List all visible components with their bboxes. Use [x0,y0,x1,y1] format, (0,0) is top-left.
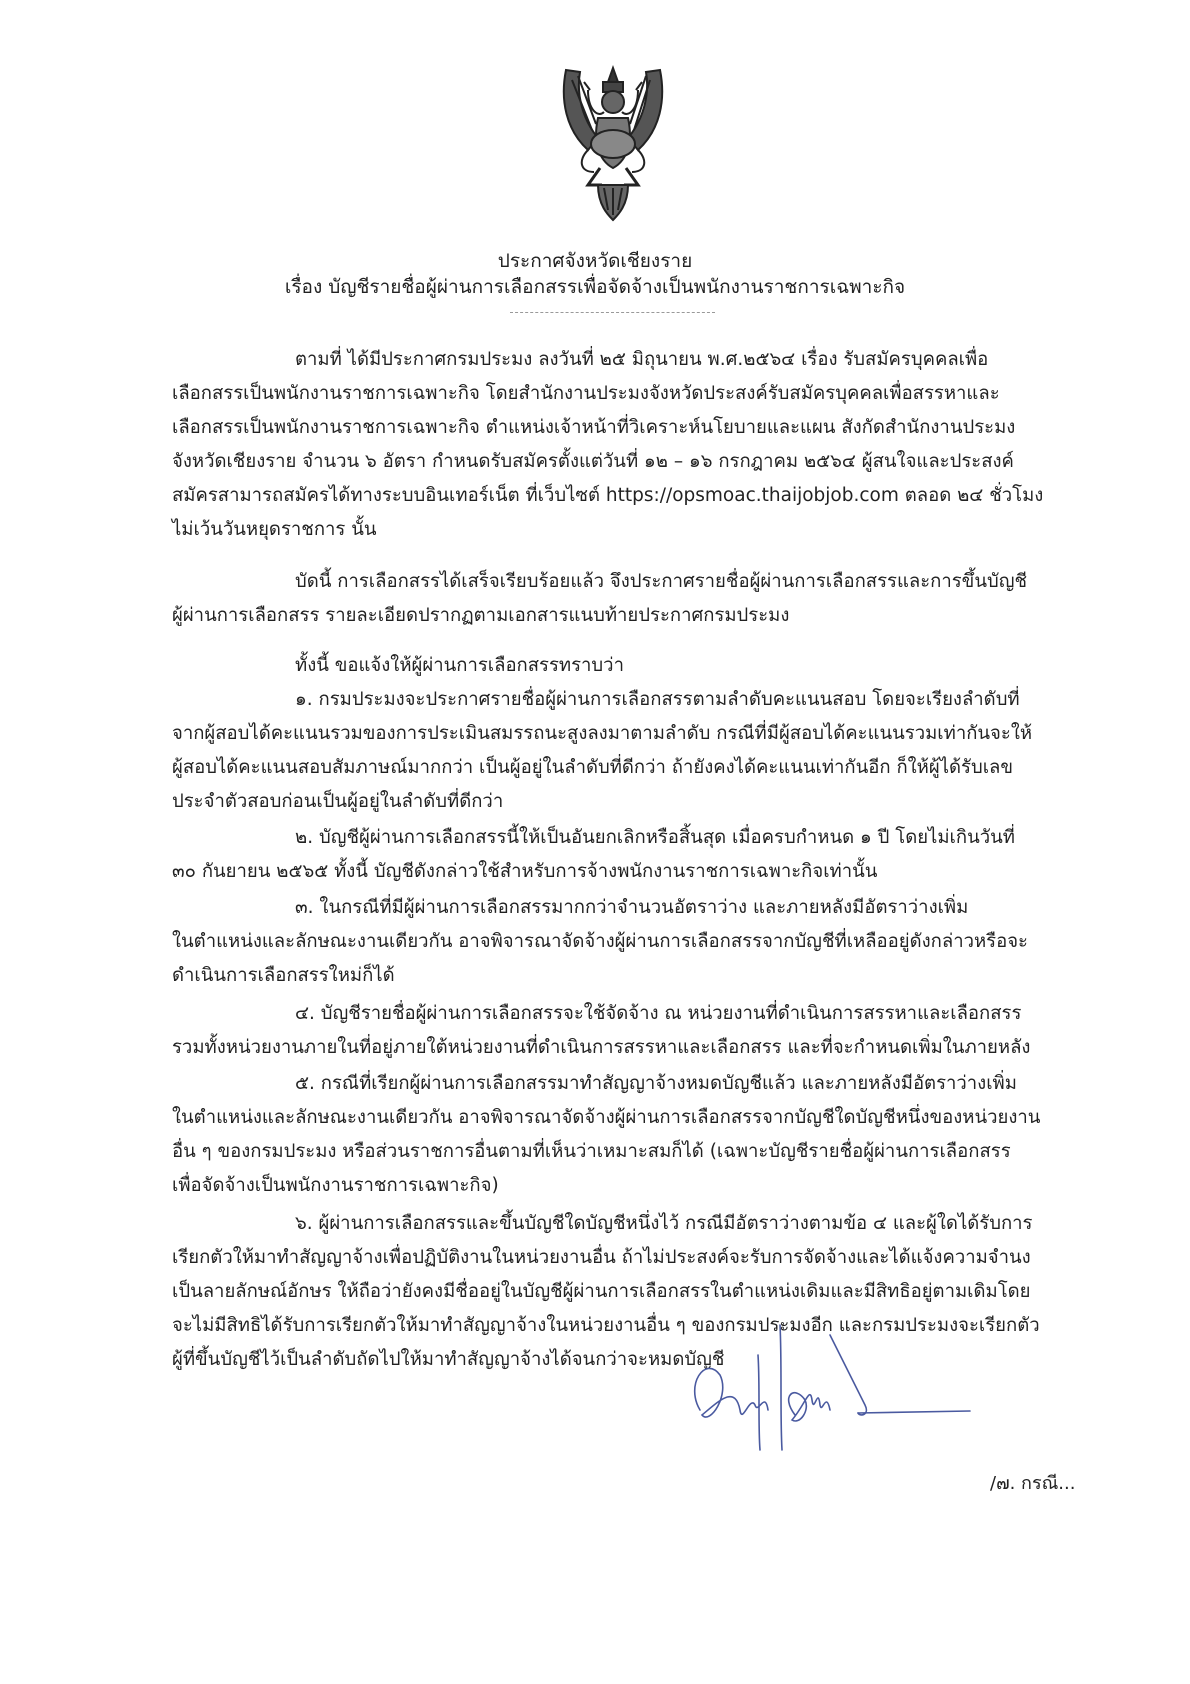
garuda-emblem-icon [558,60,668,225]
paragraph-line: เรียกตัวให้มาทำสัญญาจ้างเพื่อปฏิบัติงานในหน่วยงานอื่น ถ้าไม่ประสงค์จะรับการจัดจ้างและได้แจ้งความจำนง [172,1247,1031,1268]
paragraph-line: บัดนี้ การเลือกสรรได้เสร็จเรียบร้อยแล้ว จึงประกาศรายชื่อผู้ผ่านการเลือกสรรและการขึ้นบัญชี [295,571,1028,592]
paragraph-line: จากผู้สอบได้คะแนนรวมของการประเมินสมรรถนะสูงลงมาตามลำดับ กรณีที่มีผู้สอบได้คะแนนรวมเท่ากันจะให้ [172,723,1033,744]
paragraph-line: ผู้ผ่านการเลือกสรร รายละเอียดปรากฏตามเอกสารแนบท้ายประกาศกรมประมง [172,605,790,626]
signature-icon [680,1315,990,1455]
paragraph-line: สมัครสามารถสมัครได้ทางระบบอินเทอร์เน็ต ที่เว็บไซต์ https://opsmoac.thaijobjob.com ตลอด ๒๔ ชั่วโมง [172,485,1044,506]
paragraph-line: ประจำตัวสอบก่อนเป็นผู้อยู่ในลำดับที่ดีกว่า [172,791,504,812]
paragraph-line: ทั้งนี้ ขอแจ้งให้ผู้ผ่านการเลือกสรรทราบว่า [295,655,624,676]
title-divider [510,312,715,313]
paragraph-line: รวมทั้งหน่วยงานภายในที่อยู่ภายใต้หน่วยงานที่ดำเนินการสรรหาและเลือกสรร และที่จะกำหนดเพิ่มในภายหลัง [172,1037,1031,1058]
paragraph-line: ไม่เว้นวันหยุดราชการ นั้น [172,519,377,540]
paragraph-line: ดำเนินการเลือกสรรใหม่ก็ได้ [172,965,395,986]
list-item-4: ๔. บัญชีรายชื่อผู้ผ่านการเลือกสรรจะใช้จัดจ้าง ณ หน่วยงานที่ดำเนินการสรรหาและเลือกสรร [295,1003,1022,1024]
paragraph-line: ๓๐ กันยายน ๒๕๖๕ ทั้งนี้ บัญชีดังกล่าวใช้สำหรับการจ้างพนักงานราชการเฉพาะกิจเท่านั้น [172,861,878,882]
paragraph-line: จะไม่มีสิทธิได้รับการเรียกตัวให้มาทำสัญญาจ้างในหน่วยงานอื่น ๆ ของกรมประมงอีก และกรมประมงจะเรียกตัว [172,1315,1040,1336]
paragraph-line: อื่น ๆ ของกรมประมง หรือส่วนราชการอื่นตามที่เห็นว่าเหมาะสมก็ได้ (เฉพาะบัญชีรายชื่อผู้ผ่านการเลือกสรร [172,1141,1011,1162]
paragraph-line: ผู้ที่ขึ้นบัญชีไว้เป็นลำดับถัดไปให้มาทำสัญญาจ้างได้จนกว่าจะหมดบัญชี [172,1349,725,1370]
paragraph-line: เลือกสรรเป็นพนักงานราชการเฉพาะกิจ โดยสำนักงานประมงจังหวัดประสงค์รับสมัครบุคคลเพื่อสรรหาและ [172,383,1000,404]
list-item-5: ๕. กรณีที่เรียกผู้ผ่านการเลือกสรรมาทำสัญญาจ้างหมดบัญชีแล้ว และภายหลังมีอัตราว่างเพิ่ม [295,1073,1017,1094]
paragraph-line: จังหวัดเชียงราย จำนวน ๖ อัตรา กำหนดรับสมัครตั้งแต่วันที่ ๑๒ – ๑๖ กรกฎาคม ๒๕๖๔ ผู้สนใจและประสงค์ [172,451,1014,472]
list-item-3: ๓. ในกรณีที่มีผู้ผ่านการเลือกสรรมากกว่าจำนวนอัตราว่าง และภายหลังมีอัตราว่างเพิ่ม [295,897,969,918]
paragraph-line: ในตำแหน่งและลักษณะงานเดียวกัน อาจพิจารณาจัดจ้างผู้ผ่านการเลือกสรรจากบัญชีใดบัญชีหนึ่งของหน่วยงาน [172,1107,1041,1128]
continued-page-marker: /๗. กรณี... [990,1473,1076,1494]
paragraph-line: ผู้สอบได้คะแนนสอบสัมภาษณ์มากกว่า เป็นผู้อยู่ในลำดับที่ดีกว่า ถ้ายังคงได้คะแนนเท่ากันอีก ก็ให้ผู้ได้รับเลข [172,757,1014,778]
announcement-subject: เรื่อง บัญชีรายชื่อผู้ผ่านการเลือกสรรเพื่อจัดจ้างเป็นพนักงานราชการเฉพาะกิจ [284,276,906,298]
announcement-title: ประกาศจังหวัดเชียงราย [497,250,693,272]
paragraph-line: เลือกสรรเป็นพนักงานราชการเฉพาะกิจ ตำแหน่งเจ้าหน้าที่วิเคราะห์นโยบายและแผน สังกัดสำนักงานประมง [172,417,1016,438]
paragraph-line: ตามที่ ได้มีประกาศกรมประมง ลงวันที่ ๒๕ มิถุนายน พ.ศ.๒๕๖๔ เรื่อง รับสมัครบุคคลเพื่อ [295,349,989,370]
paragraph-line: เป็นลายลักษณ์อักษร ให้ถือว่ายังคงมีชื่ออยู่ในบัญชีผู้ผ่านการเลือกสรรในตำแหน่งเดิมและมีสิทธิอยู่ตามเดิมโดย [172,1281,1031,1302]
paragraph-line: เพื่อจัดจ้างเป็นพนักงานราชการเฉพาะกิจ) [172,1175,499,1196]
list-item-2: ๒. บัญชีผู้ผ่านการเลือกสรรนี้ให้เป็นอันยกเลิกหรือสิ้นสุด เมื่อครบกำหนด ๑ ปี โดยไม่เกินวันที่ [295,827,1015,848]
list-item-6: ๖. ผู้ผ่านการเลือกสรรและขึ้นบัญชีใดบัญชีหนึ่งไว้ กรณีมีอัตราว่างตามข้อ ๔ และผู้ใดได้รับการ [295,1213,1033,1234]
list-item-1: ๑. กรมประมงจะประกาศรายชื่อผู้ผ่านการเลือกสรรตามลำดับคะแนนสอบ โดยจะเรียงลำดับที่ [295,689,1020,710]
paragraph-line: ในตำแหน่งและลักษณะงานเดียวกัน อาจพิจารณาจัดจ้างผู้ผ่านการเลือกสรรจากบัญชีที่เหลืออยู่ดังกล่าวหรือจะ [172,931,1028,952]
